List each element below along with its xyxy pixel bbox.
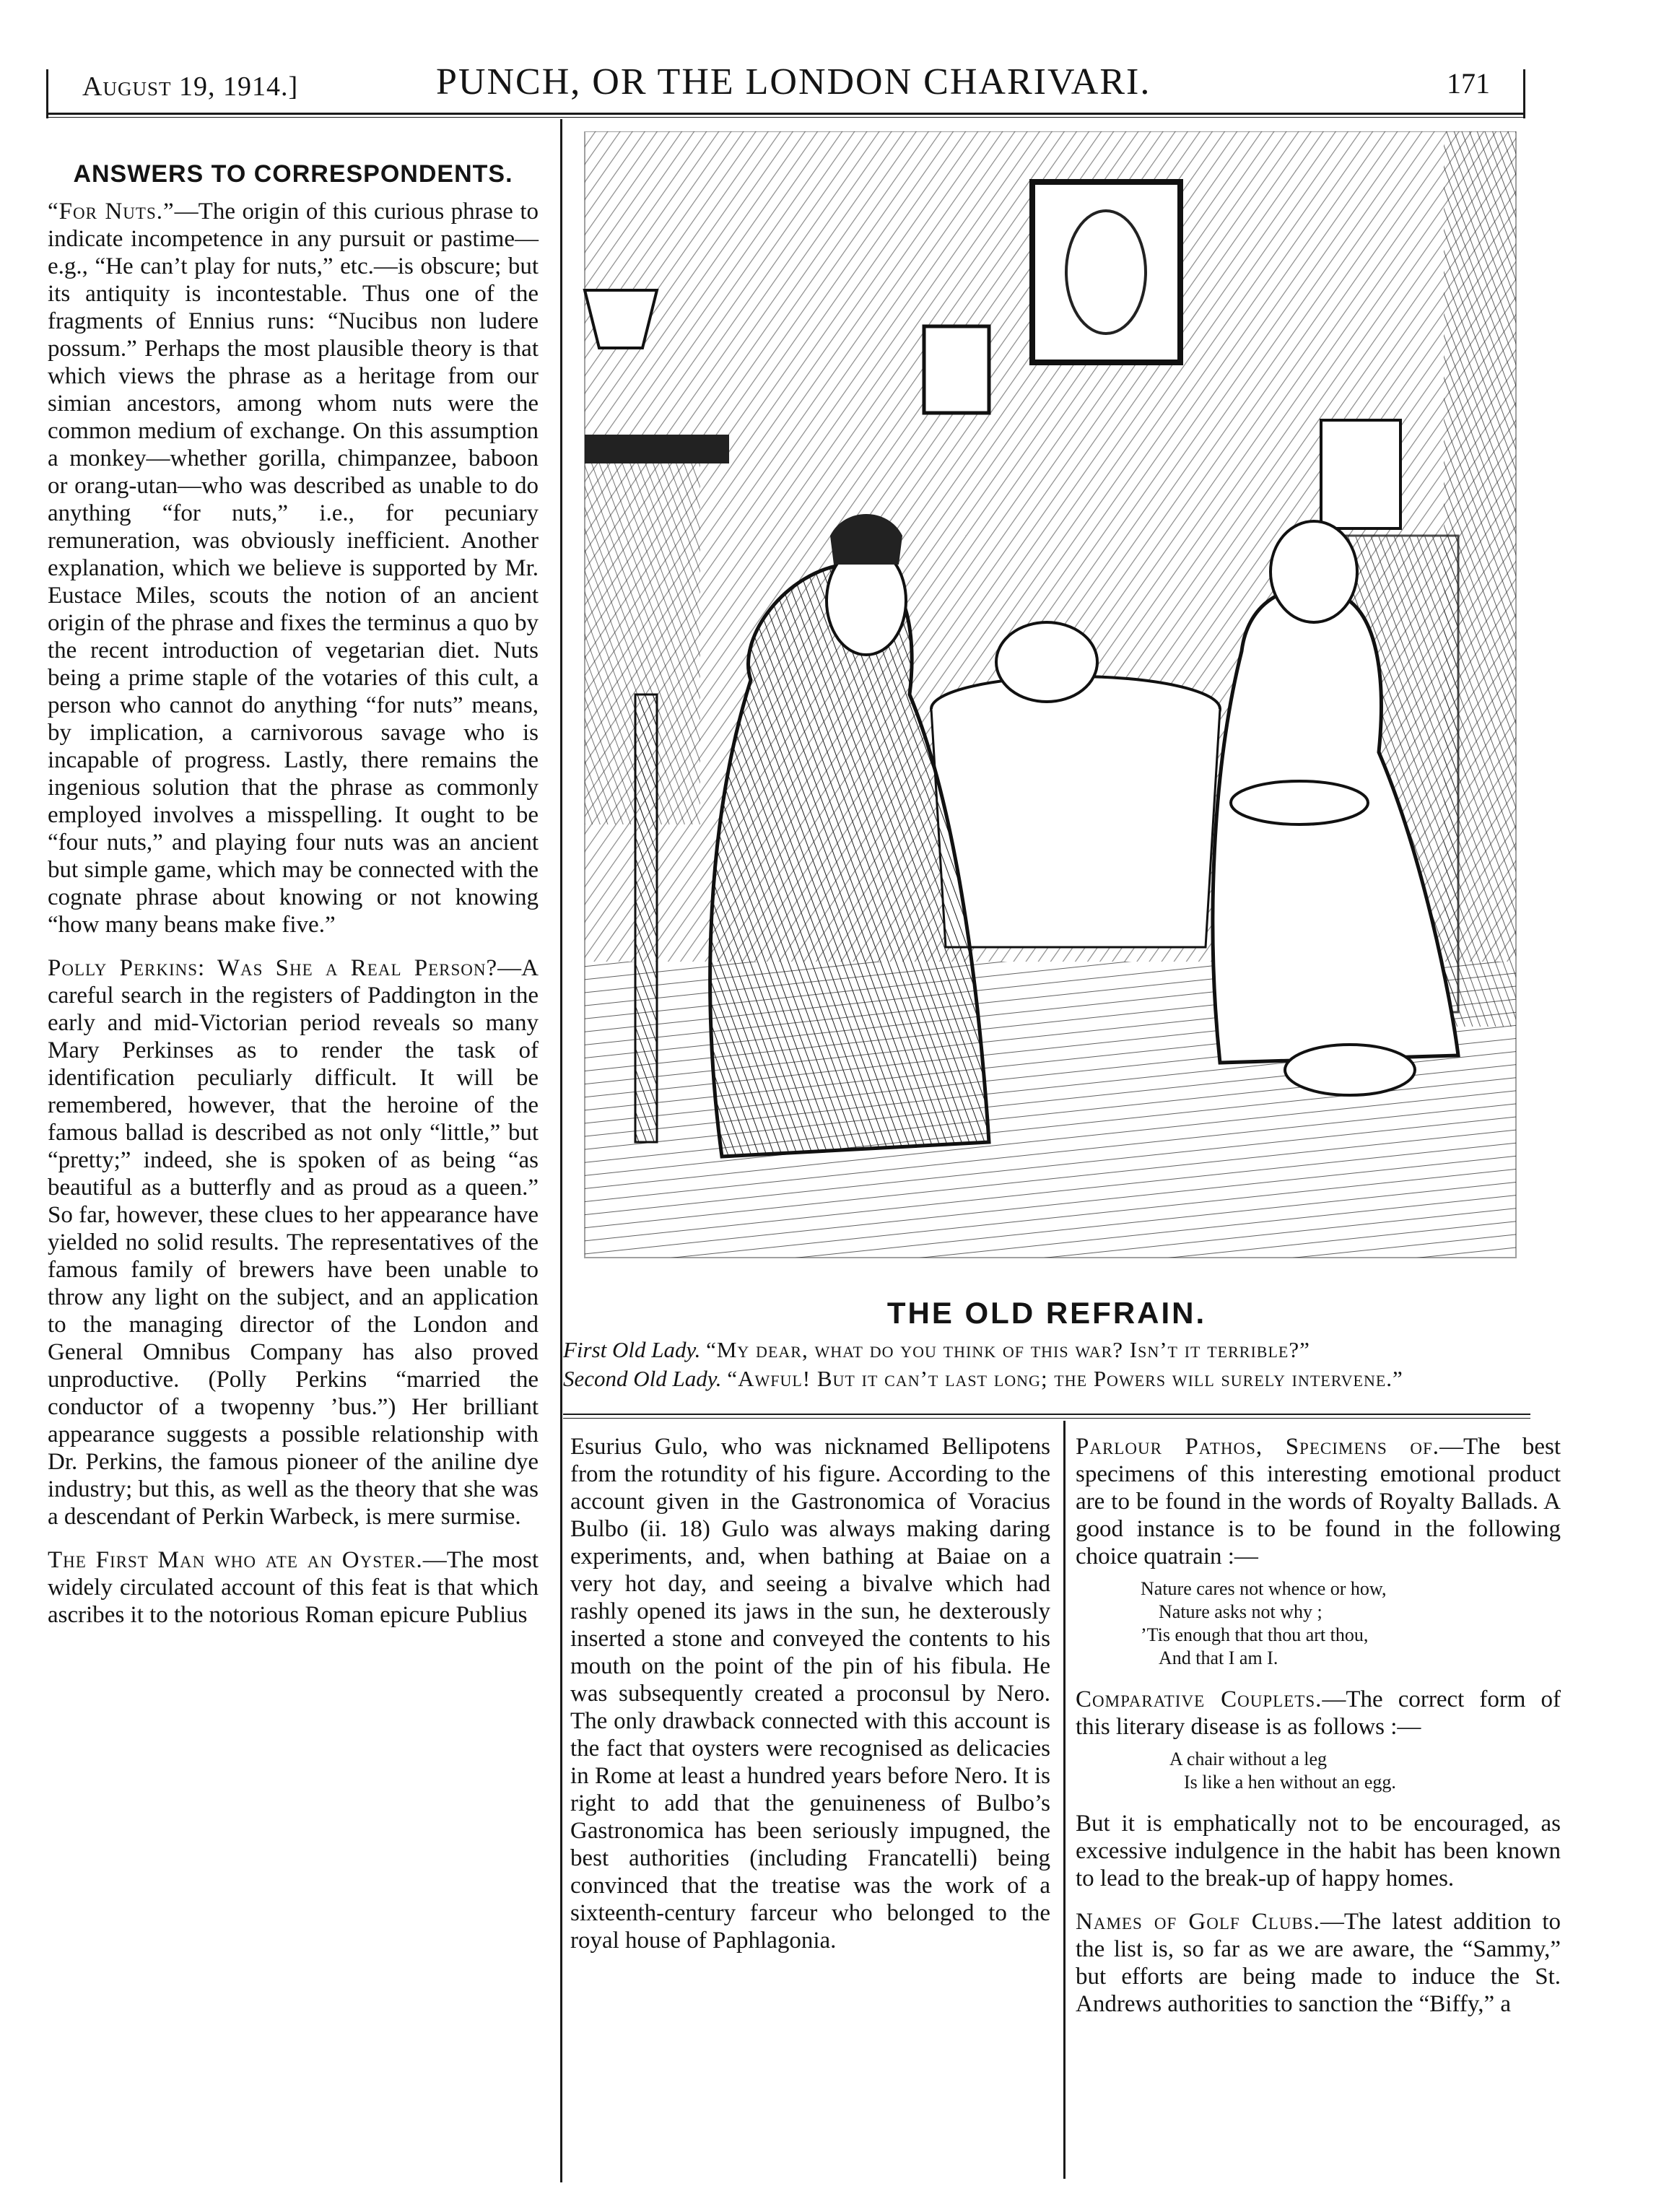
masthead-title: PUNCH, OR THE LONDON CHARIVARI. bbox=[436, 61, 1151, 103]
header-rule-thin bbox=[46, 117, 1525, 118]
paragraph-comparative-couplets bbox=[1076, 1686, 1561, 1741]
lamp bbox=[585, 290, 657, 348]
speaker-second-old-lady: Second Old Lady. bbox=[563, 1366, 722, 1391]
paragraph-text: —The origin of this curious phrase to indicate incompetence in any pursuit or pastime—e.g., “He can’t play for nuts,” etc.—is obscure; but its antiquity is incontestable. Thus one of the fragments of Ennius runs: “Nucibus non ludere possum.” Perhaps the most plausible theory is that which views the phrase as a heritage from our simian ancestors, among whom nuts were the common medium of exchange. On this assumption a monkey—whether gorilla, chimpanzee, baboon or orang-utan—who was described as unable to do anything “for nuts,” i.e., for pecuniary remuneration, was obviously inefficient. Another explanation, which we believe is supported by Mr. Eustace Miles, scouts the notion of an ancient origin of the phrase and fixes the terminus a quo by the recent introduction of vegetarian diet. Nuts being a prime staple of the votaries of this cult, a person who cannot do anything “for nuts” means, by implication, a carnivorous savage who is incapable of progress. Lastly, there remains the ingenious solution that the phrase as commonly employed involves a misspelling. It ought to be “four nuts,” and playing four nuts was an ancient but simple game, which may be connected with the cognate phrase about knowing or not knowing “how many beans make five.” bbox=[48, 199, 539, 938]
issue-date: August 19, 1914.] bbox=[82, 71, 299, 102]
caption-rule bbox=[563, 1414, 1530, 1415]
chair-left bbox=[635, 694, 657, 1142]
paragraph-lead: “For Nuts.” bbox=[48, 199, 175, 225]
header-right-border bbox=[1523, 69, 1525, 118]
verse-line: Nature cares not whence or how, bbox=[1141, 1578, 1387, 1599]
right-column bbox=[1076, 1433, 1561, 2034]
paragraph-couplets-after: But it is emphatically not to be encouraged, as excessive indulgence in the habit has been known to lead to the break-up of happy homes. bbox=[1076, 1811, 1561, 1891]
small-picture bbox=[924, 326, 989, 413]
verse-line: Nature asks not why ; bbox=[1159, 1601, 1322, 1622]
teapot bbox=[996, 622, 1097, 702]
paragraph-text: —The correct form of this literary disease is as follows :— bbox=[1076, 1686, 1561, 1740]
header-rule bbox=[46, 113, 1525, 115]
paragraph-text: —The best specimens of this interesting emotional product are to be found in the words of Royalty Ballads. A good instance is to be found in the following choice quatrain :— bbox=[1076, 1434, 1561, 1569]
verse-line: ’Tis enough that thou art thou, bbox=[1141, 1624, 1369, 1645]
paragraph-text: —The most widely circulated account of this feat is that which ascribes it to the notorious Roman epicure Publius bbox=[48, 1547, 539, 1628]
paragraph-oyster bbox=[48, 1546, 539, 1629]
paragraph-text: —The latest addition to the list is, so far as we are aware, the “Sammy,” but efforts are being made to induce the St. Andrews authorities to sanction the “Biffy,” a bbox=[1076, 1909, 1561, 2017]
speaker-first-old-lady: First Old Lady. bbox=[563, 1337, 701, 1362]
paragraph-golf-clubs bbox=[1076, 1908, 1561, 2018]
verse-line: And that I am I. bbox=[1159, 1647, 1278, 1668]
cartoon-title: THE OLD REFRAIN. bbox=[886, 1296, 1207, 1330]
quatrain bbox=[1076, 1577, 1561, 1670]
paragraph-lead: Names of Golf Clubs. bbox=[1076, 1909, 1320, 1935]
column-divider-right bbox=[1063, 1421, 1066, 2179]
couplet bbox=[1076, 1748, 1561, 1794]
footstool bbox=[1285, 1045, 1415, 1095]
plate-of-nuts bbox=[1231, 781, 1368, 824]
paragraph-lead: Comparative Couplets. bbox=[1076, 1686, 1322, 1712]
verse-line: Is like a hen without an egg. bbox=[1184, 1772, 1396, 1793]
paragraph-lead: Polly Perkins: Was She a Real Person? bbox=[48, 955, 498, 981]
mantelpiece bbox=[585, 435, 729, 463]
fire-screen bbox=[1321, 420, 1400, 528]
page-header bbox=[46, 61, 1519, 104]
paragraph-text: —A careful search in the registers of Paddington in the early and mid-Victorian period reveals so many Mary Perkinses as to render the task of identification peculiarly difficult. It will be remembered, however, that the heroine of the famous ballad is described as not only “little,” but “pretty;” indeed, she is spoken of as being “as beautiful as a butterfly and as proud as a queen.” So far, however, these clues to her appearance have yielded no solid results. The representatives of the famous family of brewers have been unable to throw any light on the subject, and an application to the managing director of the London and General Omnibus Company has also proved unproductive. (Polly Perkins “married the conductor of a twopenny ’bus.”) Her brilliant appearance suggests a possible relationship with Dr. Perkins, the famous pioneer of the aniline dye industry; but this, as well as the theory that she was a descendant of Perkin Warbeck, is mere surmise. bbox=[48, 955, 539, 1530]
left-column bbox=[48, 160, 539, 1645]
paragraph-for-nuts bbox=[48, 198, 539, 939]
paragraph-lead: Parlour Pathos, Specimens of. bbox=[1076, 1434, 1439, 1460]
cartoon-caption bbox=[563, 1336, 1530, 1393]
page-number: 171 bbox=[1447, 67, 1490, 100]
paragraph-oyster-continued: Esurius Gulo, who was nicknamed Bellipotens from the rotundity of his figure. According to the account given in the Gastronomica of Voracius Bulbo (ii. 18) Gulo was always making daring experiments, and, when bathing at Baiae on a very hot day, and seeing a bivalve which had rashly opened its jaws in the sun, he dexterously inserted a stone and conveyed the contents to his mouth on the point of the pin of his fibula. He was subsequently created a proconsul by Nero. The only drawback connected with this account is the fact that oysters were recognised as delicacies in Rome at least a hundred years before Nero. It is right to add that the genuineness of Bulbo’s Gastronomica has been seriously impugned, the best authorities (including Francatelli) being convinced that the treatise was the work of a sixteenth-century farceur who belonged to the royal house of Paphlagonia. bbox=[570, 1434, 1050, 1954]
cartoon-illustration bbox=[570, 131, 1523, 1268]
dialogue-line-2: “Awful! But it can’t last long; the Powers will surely intervene.” bbox=[727, 1366, 1403, 1391]
dialogue-line-1: “My dear, what do you think of this war? Isn’t it terrible?” bbox=[706, 1337, 1310, 1362]
column-divider-left bbox=[560, 119, 562, 2182]
wall-portrait bbox=[1032, 182, 1180, 362]
middle-column bbox=[570, 1433, 1050, 1970]
paragraph-lead: The First Man who ate an Oyster. bbox=[48, 1547, 423, 1573]
verse-line: A chair without a leg bbox=[1169, 1749, 1328, 1769]
paragraph-polly-perkins bbox=[48, 954, 539, 1530]
caption-rule-thin bbox=[563, 1418, 1530, 1419]
section-heading: ANSWERS TO CORRESPONDENTS. bbox=[73, 160, 513, 188]
paragraph-parlour-pathos bbox=[1076, 1433, 1561, 1570]
